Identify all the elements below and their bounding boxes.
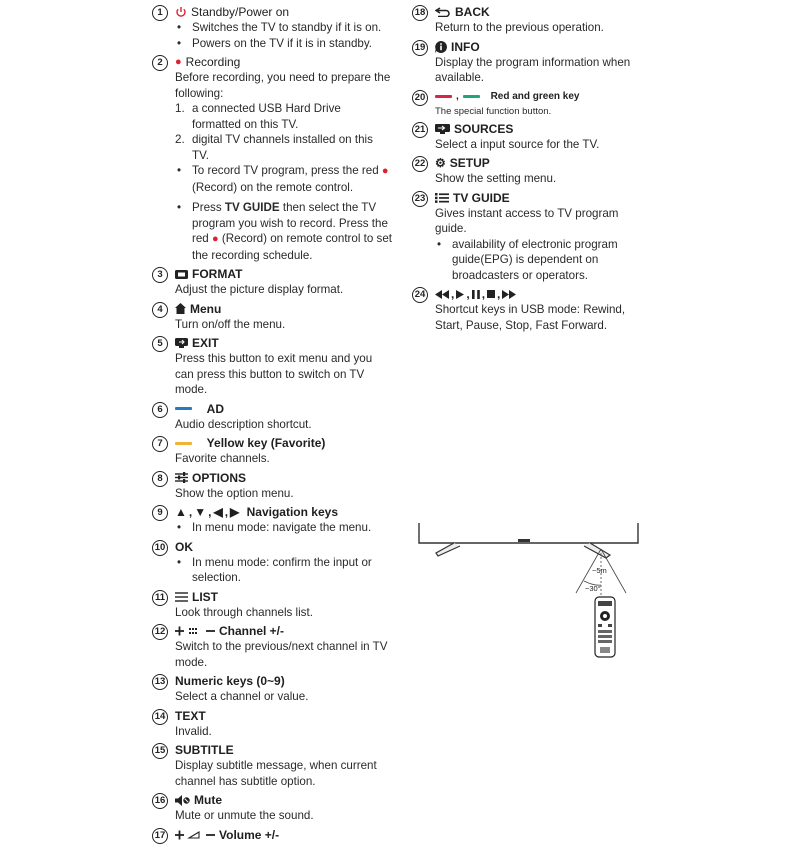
entry-description: Favorite channels. (175, 452, 270, 465)
mute-icon (175, 795, 190, 806)
entry-description: Select a input source for the TV. (435, 137, 600, 151)
entry-description: Adjust the picture display format. (175, 283, 344, 296)
entry-heading (435, 121, 652, 137)
bullet-list (175, 520, 392, 536)
record-dot-icon: ● (212, 233, 219, 245)
entry-heading (175, 266, 392, 282)
entry-number: 20 (412, 90, 428, 106)
entry-number: 6 (152, 402, 168, 418)
entry-12 (152, 623, 392, 670)
options-icon (175, 472, 188, 483)
entry-description: Mute or unmute the sound. (175, 809, 314, 822)
tv-guide-icon (435, 193, 449, 203)
entry-title: Channel +/- (219, 624, 285, 638)
entry-heading (175, 589, 392, 605)
entry-8 (152, 470, 392, 502)
entry-number: 22 (412, 156, 428, 172)
entry-title: SUBTITLE (175, 743, 234, 757)
entry-heading (175, 4, 392, 20)
fast-forward-icon (502, 290, 516, 299)
entry-24 (412, 286, 652, 333)
arrow-left-icon: ◀ (213, 505, 223, 519)
stop-icon (487, 290, 495, 298)
entry-title: Yellow key (Favorite) (206, 436, 326, 450)
entry-description: Audio description shortcut. (175, 417, 312, 431)
left-column (152, 4, 392, 846)
entry-title: SETUP (449, 156, 490, 170)
entry-title: TEXT (175, 708, 206, 723)
entry-15 (152, 742, 392, 789)
info-icon (435, 41, 447, 53)
list-item: • In menu mode: confirm the input or selection. (175, 555, 392, 586)
home-icon (175, 303, 186, 314)
entry-heading (175, 54, 392, 70)
entry-description: Turn on/off the menu. (175, 317, 286, 331)
list-item: • Powers on the TV if it is in standby. (175, 36, 392, 52)
entry-description: Select a channel or value. (175, 690, 309, 703)
entry-number: 13 (152, 674, 168, 690)
angle-label: ~30° (585, 584, 601, 593)
bullet-list (175, 163, 392, 263)
tv-remote-illustration (414, 521, 648, 666)
entry-title: SOURCES (454, 121, 514, 136)
arrow-up-icon: ▲ (175, 505, 187, 519)
entry-22 (412, 155, 652, 187)
distance-label: ~5m (592, 566, 607, 575)
red-key-icon (435, 95, 452, 98)
entry-title: OK (175, 539, 193, 554)
entry-title: Mute (194, 793, 222, 807)
entry-number: 11 (152, 590, 168, 606)
entry-21 (412, 121, 652, 153)
entry-title: OPTIONS (192, 470, 247, 485)
channel-rocker-icon (175, 626, 215, 636)
entry-16 (152, 792, 392, 824)
entry-heading (175, 742, 392, 758)
numbered-list (175, 101, 392, 163)
entry-5 (152, 335, 392, 398)
entry-title: FORMAT (192, 267, 243, 281)
record-dot-icon: ● (175, 56, 182, 68)
entry-19 (412, 39, 652, 86)
entry-description: The special function button. (435, 105, 552, 117)
entry-number: 21 (412, 122, 428, 138)
entry-10 (152, 539, 392, 586)
entry-number: 16 (152, 793, 168, 809)
format-icon (175, 270, 188, 279)
entry-title: INFO (451, 39, 480, 54)
entry-number: 19 (412, 40, 428, 56)
entry-13 (152, 673, 392, 705)
green-key-icon (463, 95, 480, 98)
entry-18 (412, 4, 652, 36)
entry-number: 4 (152, 302, 168, 318)
gear-icon: ⚙ (435, 156, 446, 170)
entry-11 (152, 589, 392, 621)
entry-2 (152, 54, 392, 263)
play-icon (456, 290, 464, 299)
entry-title: Standby/Power on (191, 5, 290, 19)
entry-4 (152, 301, 392, 333)
entry-description: Display the program information when available. (435, 55, 631, 84)
entry-title: Red and green key (490, 90, 580, 102)
entry-title: AD (206, 401, 225, 416)
entry-title: Navigation keys (246, 505, 338, 519)
entry-description: Press this button to exit menu and you can press this button to switch on TV mode. (175, 352, 373, 396)
record-dot-icon: ● (381, 165, 389, 177)
volume-rocker-icon (175, 830, 215, 840)
rewind-icon (435, 290, 449, 299)
list-icon (175, 592, 188, 602)
entry-description: Invalid. (175, 724, 212, 738)
entry-intro: Before recording, you need to prepare the following: (175, 71, 391, 100)
bullet-list (435, 237, 652, 284)
entry-20 (412, 89, 652, 118)
yellow-key-icon (175, 442, 192, 445)
tv-sensor (518, 539, 530, 542)
entry-number: 3 (152, 267, 168, 283)
list-item: • availability of electronic program guide(EPG) is dependent on broadcasters or operators. (435, 237, 652, 284)
entry-number: 12 (152, 624, 168, 640)
entry-title: Menu (190, 301, 222, 316)
entry-heading (435, 190, 652, 206)
entry-title: BACK (455, 5, 490, 19)
list-item: 1. a connected USB Hard Drive formatted on this TV. (175, 102, 341, 131)
entry-1 (152, 4, 392, 51)
entry-6 (152, 401, 392, 433)
list-item: • To record TV program, press the red ● (Record) on the remote control. (175, 163, 392, 195)
list-item: • In menu mode: navigate the menu. (175, 520, 392, 536)
entry-heading (175, 539, 392, 555)
entry-title: EXIT (192, 336, 219, 350)
list-item: • Press TV GUIDE then select the TV program you wish to record. Press the red ● (Record) on remote control to set the recording schedule. (175, 200, 392, 263)
entry-number: 14 (152, 709, 168, 725)
entry-23 (412, 190, 652, 284)
right-column (412, 4, 652, 336)
entry-heading (175, 470, 392, 486)
entry-title: LIST (192, 589, 218, 604)
entry-number: 24 (412, 287, 428, 303)
entry-3 (152, 266, 392, 298)
entry-number: 23 (412, 191, 428, 207)
entry-number: 9 (152, 505, 168, 521)
entry-description: Look through channels list. (175, 605, 313, 619)
entry-number: 5 (152, 336, 168, 352)
entry-heading: , Red and green key (435, 89, 652, 105)
entry-number: 7 (152, 436, 168, 452)
list-item: • Switches the TV to standby if it is on. (175, 20, 392, 36)
entry-title: TV GUIDE (453, 190, 510, 205)
arrow-down-icon: ▼ (194, 505, 207, 519)
entry-number: 8 (152, 471, 168, 487)
entry-heading (175, 623, 392, 639)
entry-heading: , , , , (435, 286, 652, 302)
tv-remote-diagram (414, 521, 648, 661)
sources-icon (435, 124, 450, 134)
entry-heading (175, 673, 392, 689)
entry-description: Shortcut keys in USB mode: Rewind, Start, Pause, Stop, Fast Forward. (435, 303, 626, 332)
entry-heading (175, 792, 392, 808)
entry-heading (175, 335, 392, 351)
entry-description: Gives instant access to TV program guide. (435, 206, 619, 235)
entry-number: 15 (152, 743, 168, 759)
entry-description: Display subtitle message, when current channel has subtitle option. (175, 759, 377, 788)
power-icon (175, 6, 187, 18)
entry-title: Recording (185, 55, 241, 69)
entry-number: 17 (152, 828, 168, 844)
entry-9 (152, 504, 392, 536)
entry-heading (175, 401, 392, 417)
bullet-list (175, 555, 392, 586)
entry-title: Numeric keys (0~9) (175, 674, 285, 688)
entry-number: 18 (412, 5, 428, 21)
entry-17 (152, 827, 392, 843)
exit-icon (175, 338, 188, 348)
pause-icon (472, 290, 480, 299)
arrow-right-icon: ▶ (230, 505, 240, 519)
entry-heading (175, 301, 392, 317)
entry-description: Return to the previous operation. (435, 21, 604, 34)
entry-number: 1 (152, 5, 168, 21)
entry-heading (435, 39, 652, 55)
remote-control (595, 597, 615, 657)
entry-description: Switch to the previous/next channel in TV mode. (175, 640, 388, 669)
entry-14 (152, 708, 392, 740)
entry-heading: ▲ , ▼ , ◀ , ▶ Navigation keys (175, 505, 338, 519)
entry-7 (152, 435, 392, 467)
entry-title: Volume +/- (219, 827, 280, 842)
list-item: 2. digital TV channels installed on this TV. (175, 133, 373, 162)
entry-heading (175, 708, 392, 724)
bullet-list (175, 20, 392, 51)
back-icon (435, 7, 451, 17)
entry-heading (175, 827, 392, 843)
tv-stand-left (436, 543, 460, 556)
blue-key-icon (175, 407, 192, 410)
entry-number: 10 (152, 540, 168, 556)
entry-heading (175, 435, 392, 451)
entry-heading (435, 155, 652, 171)
entry-number: 2 (152, 55, 168, 71)
entry-description: Show the option menu. (175, 486, 294, 500)
entry-description: Show the setting menu. (435, 172, 557, 185)
entry-heading (435, 4, 652, 20)
